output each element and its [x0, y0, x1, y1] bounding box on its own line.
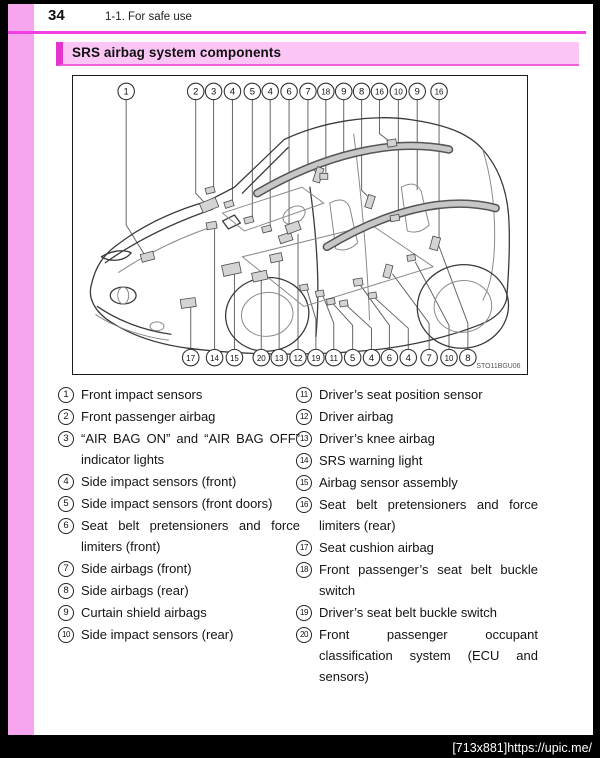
callout-number: 19	[311, 353, 321, 363]
item-label: Side impact sensors (rear)	[81, 627, 234, 642]
item-number-badge: 8	[58, 583, 74, 599]
item-label: Front impact sensors	[81, 387, 203, 402]
item-number-badge: 9	[58, 605, 74, 621]
callout-number: 15	[230, 353, 239, 363]
car-body-outline	[90, 118, 514, 357]
component-box	[383, 264, 393, 278]
airbag-components-diagram	[72, 75, 528, 375]
leader-line	[379, 100, 392, 144]
leader-line	[438, 244, 468, 349]
component-box	[180, 298, 196, 309]
item-label: Driver’s seat position sensor	[319, 387, 483, 402]
callout-number: 7	[426, 351, 432, 363]
callout-number: 8	[358, 85, 365, 97]
item-number-badge: 17	[296, 540, 312, 556]
legend-item	[296, 559, 538, 601]
component-box	[140, 251, 155, 262]
item-label: “AIR BAG ON” and “AIR BAG OFF” indicator lights	[81, 431, 300, 467]
legend-left-column	[58, 384, 300, 646]
callout-number: 4	[229, 85, 236, 97]
callout-number: 13	[274, 353, 284, 363]
leader-line	[333, 303, 353, 349]
section-breadcrumb: 1-1. For safe use	[105, 11, 192, 23]
item-label: Airbag sensor assembly	[319, 475, 458, 490]
legend-item	[58, 624, 300, 645]
callout-number: 20	[256, 353, 266, 363]
item-label: Front passenger occupant classification system (ECU and sensors)	[319, 627, 538, 684]
callout-number: 5	[249, 85, 255, 97]
callout-number: 4	[267, 85, 273, 97]
callout-number: 9	[341, 85, 347, 97]
component-box	[353, 278, 363, 286]
item-label: Driver airbag	[319, 409, 394, 424]
item-label: Driver’s seat belt buckle switch	[319, 605, 497, 620]
callout-number: 16	[434, 87, 444, 97]
pink-edge-strip	[8, 4, 34, 735]
item-label: Seat belt pretensioners and force limiters (rear)	[319, 497, 538, 533]
item-number-badge: 16	[296, 497, 312, 513]
legend-item	[58, 384, 300, 405]
callout-number: 14	[210, 353, 219, 363]
item-number-badge: 14	[296, 453, 312, 469]
item-number-badge: 20	[296, 627, 312, 643]
component-box	[244, 216, 254, 224]
component-box	[278, 232, 293, 244]
car-illustration	[73, 76, 527, 374]
component-box	[368, 292, 377, 299]
component-box	[300, 284, 309, 291]
legend-item	[58, 471, 300, 492]
callouts-top-row	[118, 83, 447, 99]
component-box	[320, 173, 328, 179]
callout-number: 12	[293, 353, 303, 363]
callout-number: 3	[210, 85, 217, 97]
component-box	[390, 214, 400, 221]
callout-number: 10	[393, 87, 403, 97]
legend-item	[58, 602, 300, 623]
legend-item	[296, 624, 538, 687]
legend-item	[58, 428, 300, 470]
legend-item	[296, 537, 538, 558]
legend-item	[296, 384, 538, 405]
item-label: Seat cushion airbag	[319, 540, 434, 555]
component-box	[315, 290, 324, 297]
item-number-badge: 1	[58, 387, 74, 403]
callout-number: 2	[193, 85, 199, 97]
callout-number: 6	[386, 351, 393, 363]
figure-code: STO11BGU06	[476, 363, 521, 371]
callout-number: 10	[444, 353, 454, 363]
legend-item	[296, 406, 538, 427]
component-box	[365, 194, 376, 208]
page-title: SRS airbag system components	[56, 42, 579, 66]
item-label: Driver’s knee airbag	[319, 431, 435, 446]
legend-item	[58, 515, 300, 557]
component-box	[270, 253, 283, 263]
leader-line	[375, 299, 408, 350]
item-label: SRS warning light	[319, 453, 423, 468]
item-number-badge: 4	[58, 474, 74, 490]
callout-number: 18	[321, 87, 331, 97]
legend-item	[296, 472, 538, 493]
item-number-badge: 5	[58, 496, 74, 512]
component-box	[252, 270, 268, 282]
component-box	[387, 139, 397, 147]
component-box	[206, 221, 217, 230]
item-label: Seat belt pretensioners and force limiters (front)	[81, 518, 300, 554]
component-box	[407, 254, 416, 261]
component-box	[430, 236, 441, 251]
callout-number: 9	[414, 85, 420, 97]
item-label: Side impact sensors (front doors)	[81, 496, 273, 511]
callout-number: 8	[465, 351, 471, 363]
legend-item	[58, 493, 300, 514]
item-number-badge: 18	[296, 562, 312, 578]
callout-number: 11	[329, 353, 338, 363]
callout-number: 16	[375, 87, 384, 97]
item-number-badge: 10	[58, 627, 74, 643]
item-number-badge: 7	[58, 561, 74, 577]
item-label: Front passenger’s seat belt buckle switch	[319, 562, 538, 598]
legend-item	[58, 558, 300, 579]
callout-number: 4	[405, 351, 411, 363]
item-label: Front passenger airbag	[81, 409, 216, 424]
legend-item	[296, 428, 538, 449]
item-label: Side airbags (front)	[81, 561, 192, 576]
leader-line	[347, 305, 372, 349]
component-box	[285, 221, 301, 234]
item-number-badge: 19	[296, 605, 312, 621]
callout-number: 7	[305, 85, 311, 97]
legend-item	[58, 580, 300, 601]
leader-line	[126, 100, 147, 259]
leader-line	[415, 262, 449, 349]
component-box	[339, 300, 348, 307]
callout-number: 17	[186, 353, 196, 363]
legend-right-column	[296, 384, 538, 688]
component-box	[326, 298, 335, 305]
item-number-badge: 6	[58, 518, 74, 534]
item-number-badge: 3	[58, 431, 74, 447]
legend-item	[296, 602, 538, 623]
page-number: 34	[48, 7, 65, 24]
component-box	[224, 200, 234, 208]
component-box	[222, 262, 242, 276]
item-label: Side impact sensors (front)	[81, 474, 237, 489]
header-rule	[8, 31, 586, 34]
item-number-badge: 2	[58, 409, 74, 425]
item-label: Side airbags (rear)	[81, 583, 189, 598]
item-number-badge: 15	[296, 475, 312, 491]
item-number-badge: 11	[296, 387, 312, 403]
callout-number: 1	[123, 85, 129, 97]
legend-item	[58, 406, 300, 427]
item-label: Curtain shield airbags	[81, 605, 207, 620]
callout-number: 4	[368, 351, 375, 363]
callout-number: 5	[350, 351, 356, 363]
legend-item	[296, 450, 538, 471]
item-number-badge: 13	[296, 431, 312, 447]
watermark-url: [713x881]https://upic.me/	[452, 741, 592, 755]
legend-item	[296, 494, 538, 536]
item-number-badge: 12	[296, 409, 312, 425]
callout-number: 6	[286, 85, 292, 97]
